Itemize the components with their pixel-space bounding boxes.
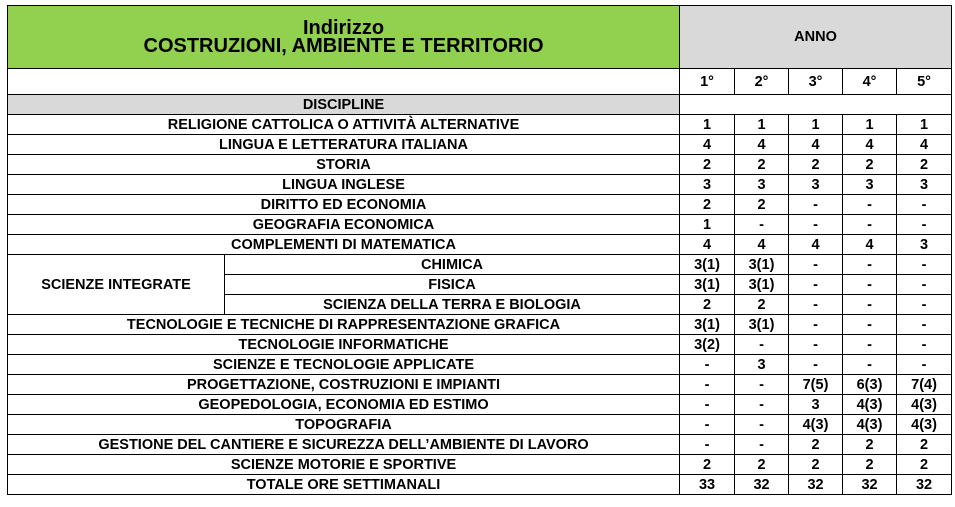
- hours-cell: 4: [789, 235, 843, 255]
- hours-cell: 2: [735, 155, 789, 175]
- table-row: [8, 475, 952, 495]
- discipline-name: TOPOGRAFIA: [8, 415, 680, 435]
- title-line-1: Indirizzo: [302, 17, 385, 39]
- hours-cell: -: [897, 295, 952, 315]
- table-row: [8, 395, 952, 415]
- discipline-name: GESTIONE DEL CANTIERE E SICUREZZA DELL’AMBIENTE DI LAVORO: [8, 435, 680, 455]
- table-row: [8, 255, 952, 275]
- hours-cell: -: [680, 355, 735, 375]
- anno-header: ANNO: [680, 6, 952, 69]
- discipline-name: RELIGIONE CATTOLICA O ATTIVITÀ ALTERNATIVE: [8, 115, 680, 135]
- hours-cell: 2: [735, 455, 789, 475]
- hours-cell: 2: [789, 155, 843, 175]
- hours-cell: 2: [789, 455, 843, 475]
- discipline-name: GEOGRAFIA ECONOMICA: [8, 215, 680, 235]
- hours-cell: -: [680, 375, 735, 395]
- table-row: [8, 315, 952, 335]
- hours-cell: 2: [680, 195, 735, 215]
- hours-cell: -: [897, 215, 952, 235]
- hours-cell: -: [897, 195, 952, 215]
- discipline-name: CHIMICA: [225, 255, 680, 275]
- hours-cell: 4: [789, 135, 843, 155]
- year-header: 4°: [843, 69, 897, 95]
- hours-cell: -: [680, 395, 735, 415]
- hours-cell: -: [897, 355, 952, 375]
- hours-cell: 4: [897, 135, 952, 155]
- hours-cell: -: [789, 295, 843, 315]
- hours-cell: 4: [680, 135, 735, 155]
- disciplines-header: DISCIPLINE: [8, 95, 680, 115]
- table-row: [8, 135, 952, 155]
- hours-cell: 1: [897, 115, 952, 135]
- group-label: SCIENZE INTEGRATE: [8, 255, 225, 315]
- hours-cell: 3: [897, 175, 952, 195]
- discipline-name: STORIA: [8, 155, 680, 175]
- hours-cell: 3: [735, 175, 789, 195]
- discipline-name: SCIENZA DELLA TERRA E BIOLOGIA: [225, 295, 680, 315]
- hours-cell: -: [843, 215, 897, 235]
- hours-cell: -: [735, 335, 789, 355]
- hours-cell: -: [735, 395, 789, 415]
- hours-cell: -: [843, 275, 897, 295]
- table-row: [8, 455, 952, 475]
- hours-cell: 1: [735, 115, 789, 135]
- hours-cell: 4(3): [897, 395, 952, 415]
- hours-cell: 4(3): [843, 415, 897, 435]
- hours-cell: 3(1): [680, 275, 735, 295]
- hours-cell: 2: [897, 155, 952, 175]
- hours-cell: 2: [735, 195, 789, 215]
- hours-cell: -: [843, 295, 897, 315]
- hours-cell: -: [843, 355, 897, 375]
- hours-cell: 4(3): [843, 395, 897, 415]
- hours-cell: -: [680, 435, 735, 455]
- hours-cell: 3: [897, 235, 952, 255]
- hours-cell: 4: [735, 235, 789, 255]
- hours-cell: 4: [843, 135, 897, 155]
- hours-cell: 2: [680, 455, 735, 475]
- discipline-name: PROGETTAZIONE, COSTRUZIONI E IMPIANTI: [8, 375, 680, 395]
- hours-cell: -: [897, 335, 952, 355]
- discipline-name: LINGUA E LETTERATURA ITALIANA: [8, 135, 680, 155]
- discipline-name: TOTALE ORE SETTIMANALI: [8, 475, 680, 495]
- hours-cell: -: [789, 355, 843, 375]
- hours-cell: 2: [735, 295, 789, 315]
- hours-cell: -: [735, 435, 789, 455]
- table-row: [8, 235, 952, 255]
- year-header: 5°: [897, 69, 952, 95]
- discipline-name: GEOPEDOLOGIA, ECONOMIA ED ESTIMO: [8, 395, 680, 415]
- hours-cell: 1: [789, 115, 843, 135]
- table-row: [8, 355, 952, 375]
- hours-cell: 1: [680, 215, 735, 235]
- discipline-name: FISICA: [225, 275, 680, 295]
- hours-cell: 2: [897, 455, 952, 475]
- hours-cell: -: [789, 335, 843, 355]
- year-header: 3°: [789, 69, 843, 95]
- discipline-name: DIRITTO ED ECONOMIA: [8, 195, 680, 215]
- hours-cell: 3(1): [680, 315, 735, 335]
- hours-cell: -: [843, 195, 897, 215]
- hours-cell: -: [789, 275, 843, 295]
- table-row: [8, 215, 952, 235]
- hours-cell: 33: [680, 475, 735, 495]
- table-row: [8, 175, 952, 195]
- hours-cell: 3(2): [680, 335, 735, 355]
- hours-cell: -: [843, 335, 897, 355]
- hours-cell: 3: [735, 355, 789, 375]
- curriculum-table: [7, 5, 952, 495]
- discipline-name: TECNOLOGIE INFORMATICHE: [8, 335, 680, 355]
- hours-cell: 4: [680, 235, 735, 255]
- hours-cell: 4(3): [897, 415, 952, 435]
- hours-cell: 3: [843, 175, 897, 195]
- hours-cell: 32: [789, 475, 843, 495]
- table-row: [8, 435, 952, 455]
- course-title: [8, 6, 680, 69]
- hours-cell: 4: [735, 135, 789, 155]
- hours-cell: 32: [843, 475, 897, 495]
- hours-cell: 32: [735, 475, 789, 495]
- hours-cell: -: [789, 255, 843, 275]
- hours-cell: 2: [897, 435, 952, 455]
- blank-cell: [8, 69, 680, 95]
- discipline-name: SCIENZE MOTORIE E SPORTIVE: [8, 455, 680, 475]
- hours-cell: 4: [843, 235, 897, 255]
- hours-cell: -: [843, 315, 897, 335]
- discipline-name: LINGUA INGLESE: [8, 175, 680, 195]
- table-row: [8, 415, 952, 435]
- year-header: 1°: [680, 69, 735, 95]
- discipline-name: SCIENZE E TECNOLOGIE APPLICATE: [8, 355, 680, 375]
- hours-cell: -: [843, 255, 897, 275]
- hours-cell: 32: [897, 475, 952, 495]
- hours-cell: 2: [843, 435, 897, 455]
- hours-cell: 2: [680, 295, 735, 315]
- table-row: [8, 375, 952, 395]
- hours-cell: -: [789, 315, 843, 335]
- hours-cell: 3(1): [680, 255, 735, 275]
- hours-cell: -: [789, 195, 843, 215]
- table-row: [8, 335, 952, 355]
- hours-cell: 2: [843, 155, 897, 175]
- hours-cell: 3(1): [735, 315, 789, 335]
- hours-cell: -: [897, 275, 952, 295]
- hours-cell: 2: [789, 435, 843, 455]
- hours-cell: 4(3): [789, 415, 843, 435]
- hours-cell: 3(1): [735, 275, 789, 295]
- hours-cell: 2: [680, 155, 735, 175]
- discipline-name: TECNOLOGIE E TECNICHE DI RAPPRESENTAZIONE GRAFICA: [8, 315, 680, 335]
- hours-cell: -: [897, 315, 952, 335]
- hours-cell: -: [680, 415, 735, 435]
- blank-cell: [680, 95, 952, 115]
- hours-cell: 7(5): [789, 375, 843, 395]
- year-header: 2°: [735, 69, 789, 95]
- hours-cell: 1: [843, 115, 897, 135]
- table-row: [8, 155, 952, 175]
- hours-cell: -: [897, 255, 952, 275]
- hours-cell: 3: [680, 175, 735, 195]
- discipline-name: COMPLEMENTI DI MATEMATICA: [8, 235, 680, 255]
- table-row: [8, 115, 952, 135]
- hours-cell: -: [735, 215, 789, 235]
- hours-cell: 3: [789, 395, 843, 415]
- title-line-2: COSTRUZIONI, AMBIENTE E TERRITORIO: [143, 35, 544, 57]
- hours-cell: 1: [680, 115, 735, 135]
- hours-cell: 3(1): [735, 255, 789, 275]
- hours-cell: 2: [843, 455, 897, 475]
- hours-cell: 6(3): [843, 375, 897, 395]
- table-row: [8, 195, 952, 215]
- hours-cell: 7(4): [897, 375, 952, 395]
- hours-cell: -: [789, 215, 843, 235]
- hours-cell: 3: [789, 175, 843, 195]
- hours-cell: -: [735, 375, 789, 395]
- hours-cell: -: [735, 415, 789, 435]
